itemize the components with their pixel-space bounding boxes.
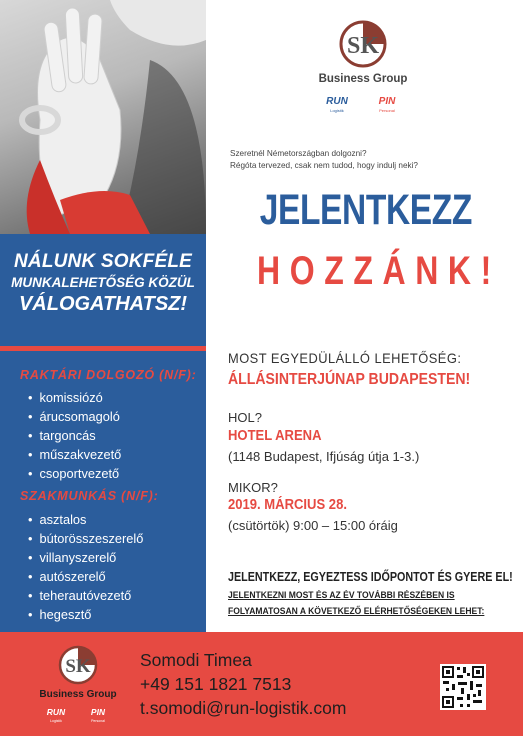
list-item: • bútorösszeszerelő	[28, 529, 143, 548]
logo-brand-pin-sub: Personal	[379, 108, 395, 113]
list-item: • targoncás	[28, 426, 121, 445]
note-line1: JELENTKEZNI MOST ÉS AZ ÉV TOVÁBBI RÉSZÉBEN IS	[228, 590, 455, 601]
job-options-panel	[0, 234, 206, 632]
intro-line1: Szeretnél Németországban dolgozni?	[230, 149, 367, 158]
contact-phone[interactable]: +49 151 1821 7513	[140, 674, 292, 694]
list-item: • asztalos	[28, 510, 143, 529]
event-time: (csütörtök) 9:00 – 15:00 óráig	[228, 518, 398, 533]
list-item: • teherautóvezető	[28, 586, 143, 605]
list-item: • műszakvezető	[28, 445, 121, 464]
footer-logo-run: RUN	[46, 707, 66, 717]
list-item: • autószerelő	[28, 567, 143, 586]
headline-to-us: HOZZÁNK!	[257, 249, 501, 293]
panel-headline-line2: MUNKALEHETŐSÉG KÖZÜL	[11, 274, 195, 290]
when-label: MIKOR?	[228, 480, 278, 495]
opportunity-text: MOST EGYEDÜLÁLLÓ LEHETŐSÉG:	[228, 350, 462, 366]
logo-monogram: SK	[346, 33, 380, 59]
list-item: • hegesztő	[28, 605, 143, 624]
footer-logo-run-sub: Logistik	[50, 719, 62, 723]
category-skilled-title: SZAKMUNKÁS (N/F):	[20, 489, 159, 503]
intro-line2: Régóta tervezed, csak nem tudod, hogy indulj neki?	[230, 161, 418, 170]
call-to-action: JELENTKEZZ, EGYEZTESS IDŐPONTOT ÉS GYERE EL!	[228, 570, 513, 584]
skilled-job-list	[28, 510, 143, 624]
panel-headline-line1: NÁLUNK SOKFÉLE	[13, 251, 193, 272]
qr-code[interactable]	[440, 664, 486, 710]
event-date: 2019. MÁRCIUS 28.	[228, 497, 347, 513]
panel-headline	[0, 252, 206, 315]
footer-logo-company: Business Group	[39, 689, 117, 700]
logo-brand-run-sub: Logistik	[330, 108, 344, 113]
list-item: • komissiózó	[28, 388, 121, 407]
category-warehouse-title: RAKTÁRI DOLGOZÓ (N/F):	[20, 368, 197, 382]
worker-photo	[0, 0, 206, 234]
where-label: HOL?	[228, 410, 262, 425]
contact-email[interactable]: t.somodi@run-logistik.com	[140, 698, 347, 718]
list-item: • csoportvezető	[28, 464, 121, 483]
panel-headline-line3: VÁLOGATHATSZ!	[18, 293, 188, 316]
venue: HOTEL ARENA	[228, 428, 322, 444]
list-item: • villanyszerelő	[28, 548, 143, 567]
warehouse-job-list	[28, 388, 121, 483]
footer-logo	[38, 645, 118, 730]
panel-divider	[0, 346, 206, 351]
logo-company: Business Group	[318, 73, 408, 85]
venue-address: (1148 Budapest, Ifjúság útja 1-3.)	[228, 449, 420, 464]
footer-logo-monogram: SK	[65, 656, 91, 677]
company-logo	[315, 20, 411, 125]
footer-logo-pin-sub: Personal	[91, 719, 105, 723]
list-item: • árucsomagoló	[28, 407, 121, 426]
footer-logo-pin: PIN	[90, 707, 106, 717]
logo-brand-run: RUN	[326, 96, 348, 107]
logo-brand-pin: PIN	[378, 96, 396, 107]
intro-text	[230, 148, 418, 172]
note-line2: FOLYAMATOSAN A KÖVETKEZŐ ELÉRHETŐSÉGEKEN LEHET:	[228, 606, 485, 617]
event-title: ÁLLÁSINTERJÚNAP BUDAPESTEN!	[228, 371, 471, 388]
headline-apply: JELENTKEZZ	[259, 186, 472, 234]
contact-name: Somodi Timea	[140, 650, 252, 670]
